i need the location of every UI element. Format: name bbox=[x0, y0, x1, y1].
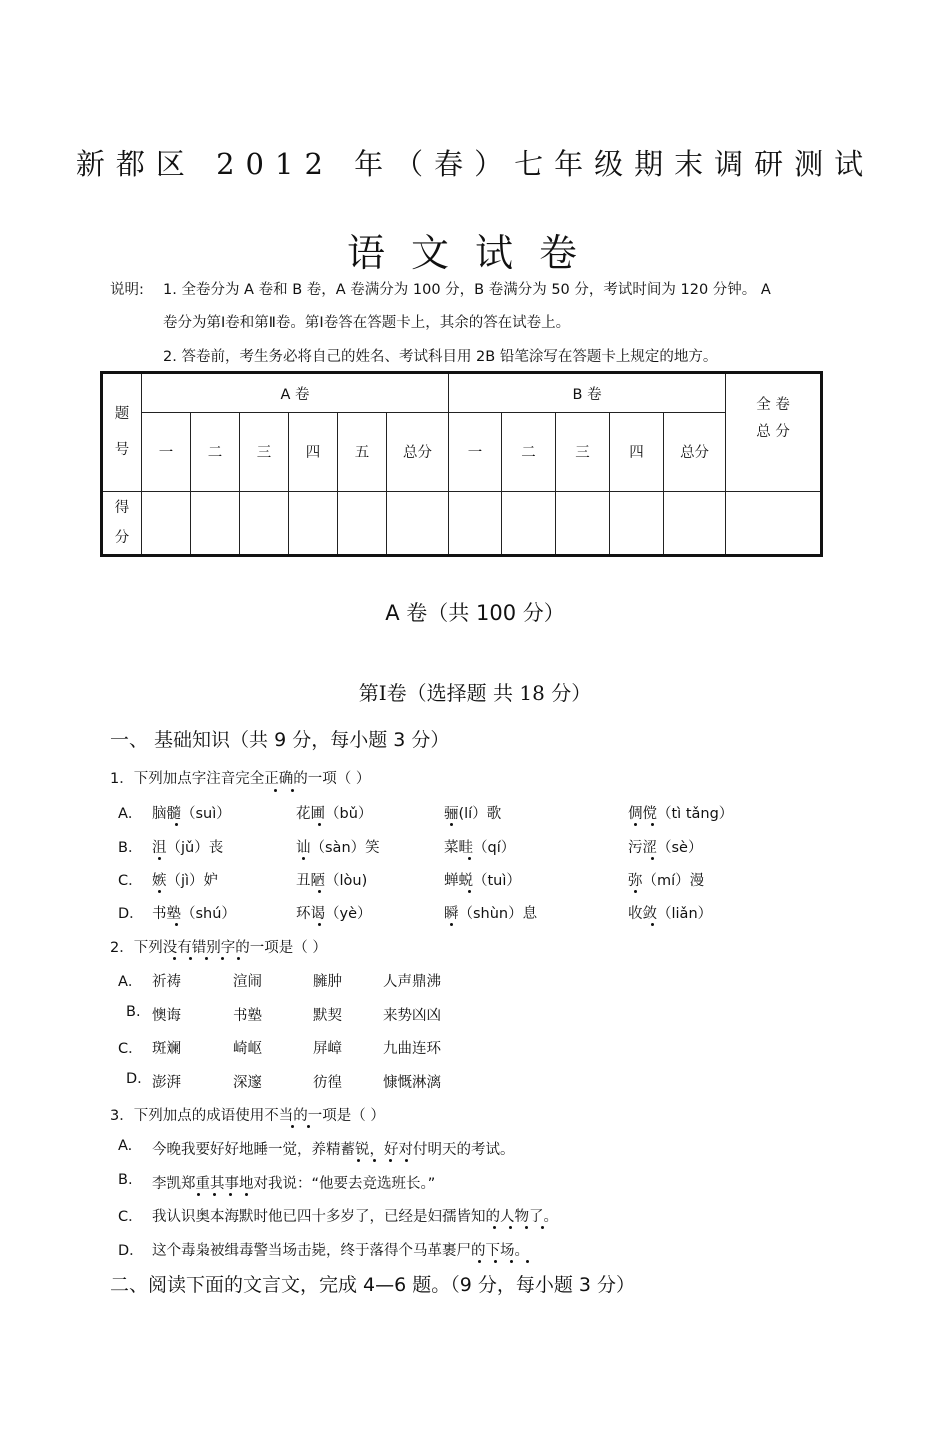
q2-option-b-item: 来势凶凶 bbox=[383, 1008, 441, 1024]
q2-option-c-label[interactable]: C． bbox=[118, 1041, 143, 1057]
total-header-line: 总 分 bbox=[756, 424, 790, 441]
q1-option-d-item: 环谒（yè） bbox=[296, 906, 372, 922]
exam-title: 新都区 2012 年（春）七年级期末调研测试 bbox=[75, 147, 875, 181]
emphasis-dot bbox=[318, 923, 321, 926]
q2-option-a-item: 祈祷 bbox=[152, 974, 181, 990]
score-cell[interactable] bbox=[142, 491, 191, 555]
emphasis-dot bbox=[205, 957, 208, 960]
q3-option-c-text: 我认识奥本海默时他已四十多岁了，已经是妇孺皆知的人物了。 bbox=[152, 1209, 558, 1225]
emphasis-dot bbox=[318, 823, 321, 826]
b-col-header: 一 bbox=[449, 413, 502, 491]
b-section-header: B 卷 bbox=[449, 373, 726, 413]
emphasis-dot bbox=[478, 1260, 481, 1263]
score-cell[interactable] bbox=[664, 491, 726, 555]
emphasis-dot bbox=[291, 789, 294, 792]
q2-option-c-item: 斑斓 bbox=[152, 1041, 181, 1057]
q1-option-d-item: 收敛（liǎn） bbox=[628, 906, 713, 922]
emphasis-dot bbox=[291, 1125, 294, 1128]
emphasis-dot bbox=[634, 823, 637, 826]
emphasis-dot bbox=[158, 890, 161, 893]
emphasis-dot bbox=[229, 1193, 232, 1196]
q1-option-d-item: 瞬（shùn）息 bbox=[444, 906, 538, 922]
q2-option-c-item: 九曲连环 bbox=[383, 1041, 441, 1057]
score-cell[interactable] bbox=[289, 491, 338, 555]
row-label-char: 号 bbox=[114, 442, 130, 459]
total-score-header bbox=[726, 373, 822, 492]
instructions-label: 说明: bbox=[110, 282, 144, 298]
emphasis-dot bbox=[197, 1193, 200, 1196]
row-label-char: 得 bbox=[114, 499, 130, 516]
q2-option-a-item: 人声鼎沸 bbox=[383, 974, 441, 990]
emphasis-dot bbox=[525, 1226, 528, 1229]
q1-option-c-item: 嫉（jì）妒 bbox=[152, 873, 219, 889]
exam-subtitle: 语文试卷 bbox=[346, 231, 603, 275]
q1-option-a-item: 骊(lí）歌 bbox=[444, 806, 502, 822]
emphasis-dot bbox=[274, 789, 277, 792]
score-table bbox=[100, 371, 823, 557]
emphasis-dot bbox=[493, 1226, 496, 1229]
emphasis-dot bbox=[389, 1159, 392, 1162]
q2-option-a-item: 渲闹 bbox=[233, 974, 262, 990]
emphasis-dot bbox=[450, 823, 453, 826]
q1-option-c-label[interactable]: C． bbox=[118, 873, 143, 889]
a-col-header: 二 bbox=[191, 413, 240, 491]
q2-option-a-label[interactable]: A． bbox=[118, 974, 143, 990]
emphasis-dot bbox=[494, 1260, 497, 1263]
score-cell[interactable] bbox=[387, 491, 449, 555]
q2-option-b-label[interactable]: B. bbox=[126, 1004, 141, 1020]
emphasis-dot bbox=[245, 1193, 248, 1196]
q1-option-c-item: 蝉蜕（tuì） bbox=[444, 873, 521, 889]
score-cell[interactable] bbox=[726, 491, 822, 555]
q1-option-a-item: 脑髓（suì） bbox=[152, 806, 231, 822]
emphasis-dot bbox=[237, 957, 240, 960]
score-cell[interactable] bbox=[240, 491, 289, 555]
emphasis-dot bbox=[509, 1226, 512, 1229]
q1-option-b-item: 讪（sàn）笑 bbox=[296, 840, 380, 856]
emphasis-dot bbox=[173, 957, 176, 960]
emphasis-dot bbox=[468, 890, 471, 893]
emphasis-dot bbox=[541, 1226, 544, 1229]
emphasis-dot bbox=[651, 823, 654, 826]
emphasis-dot bbox=[175, 823, 178, 826]
q2-option-d-label[interactable]: D. bbox=[126, 1071, 142, 1087]
q2-option-b-item: 默契 bbox=[313, 1008, 342, 1024]
emphasis-dot bbox=[213, 1193, 216, 1196]
a-col-header: 五 bbox=[338, 413, 387, 491]
q1-option-d-label[interactable]: D． bbox=[118, 906, 144, 922]
a-col-header: 四 bbox=[289, 413, 338, 491]
q1-option-c-item: 弥（mí）漫 bbox=[628, 873, 705, 889]
score-cell[interactable] bbox=[502, 491, 556, 555]
q2-option-d-item: 深邃 bbox=[233, 1075, 262, 1091]
q1-option-b-item: 菜畦（qí） bbox=[444, 840, 516, 856]
emphasis-dot bbox=[634, 890, 637, 893]
b-col-header: 四 bbox=[610, 413, 664, 491]
score-cell[interactable] bbox=[449, 491, 502, 555]
q1-option-b-label[interactable]: B． bbox=[118, 840, 143, 856]
instructions-line-3: 2. 答卷前，考生务必将自己的姓名、考试科目用 2B 铅笔涂写在答题卡上规定的地方。 bbox=[163, 349, 718, 365]
a-col-header: 三 bbox=[240, 413, 289, 491]
emphasis-dot bbox=[318, 890, 321, 893]
score-cell[interactable] bbox=[556, 491, 610, 555]
q2-option-d-item: 彷徨 bbox=[313, 1075, 342, 1091]
q3-option-a-text: 今晚我要好好地睡一觉，养精蓄锐，好对付明天的考试。 bbox=[152, 1142, 515, 1158]
q3-option-a-label[interactable]: A. bbox=[118, 1138, 133, 1154]
score-cell[interactable] bbox=[610, 491, 664, 555]
heading-basic-knowledge: 一、 基础知识（共 9 分，每小题 3 分） bbox=[110, 729, 450, 751]
emphasis-dot bbox=[510, 1260, 513, 1263]
question-1-stem: 1．下列加点字注音完全正确的一项（ ） bbox=[110, 771, 371, 787]
q2-option-d-item: 澎湃 bbox=[152, 1075, 181, 1091]
emphasis-dot bbox=[373, 1159, 376, 1162]
emphasis-dot bbox=[307, 1125, 310, 1128]
question-3-stem: 3．下列加点的成语使用不当的一项是（ ） bbox=[110, 1108, 385, 1124]
score-cell[interactable] bbox=[191, 491, 240, 555]
b-col-header: 总分 bbox=[664, 413, 726, 491]
instructions-line-1: 1. 全卷分为 A 卷和 B 卷，A 卷满分为 100 分，B 卷满分为 50 分，考试时间为 120 分钟。 A bbox=[163, 282, 771, 298]
a-col-header: 总分 bbox=[387, 413, 449, 491]
q3-option-b-label[interactable]: B. bbox=[118, 1172, 133, 1188]
section-a-title: A 卷（共 100 分） bbox=[385, 601, 565, 625]
q1-option-b-item: 污涩（sè） bbox=[628, 840, 703, 856]
part1-title: 第Ⅰ卷（选择题 共 18 分） bbox=[358, 681, 592, 705]
q2-option-c-item: 崎岖 bbox=[233, 1041, 262, 1057]
q1-option-b-item: 沮（jǔ）丧 bbox=[152, 840, 224, 856]
q3-option-d-text: 这个毒枭被缉毒警当场击毙，终于落得个马革裹尸的下场。 bbox=[152, 1243, 529, 1259]
question-2-stem: 2．下列没有错别字的一项是（ ） bbox=[110, 940, 327, 956]
q3-option-d-label[interactable]: D． bbox=[118, 1243, 144, 1259]
emphasis-dot bbox=[221, 957, 224, 960]
q2-option-b-item: 懊诲 bbox=[152, 1008, 181, 1024]
instructions-line-2: 卷分为第Ⅰ卷和第Ⅱ卷。第Ⅰ卷答在答题卡上，其余的答在试卷上。 bbox=[163, 315, 571, 331]
emphasis-dot bbox=[357, 1159, 360, 1162]
q3-option-c-label[interactable]: C． bbox=[118, 1209, 143, 1225]
q1-option-d-item: 书塾（shú） bbox=[152, 906, 236, 922]
q2-option-c-item: 屏嶂 bbox=[313, 1041, 342, 1057]
score-cell[interactable] bbox=[338, 491, 387, 555]
q1-option-a-label[interactable]: A． bbox=[118, 806, 143, 822]
q1-option-a-item: 花圃（bǔ） bbox=[296, 806, 373, 822]
emphasis-dot bbox=[651, 923, 654, 926]
emphasis-dot bbox=[158, 857, 161, 860]
q2-option-a-item: 臃肿 bbox=[313, 974, 342, 990]
heading-classical-reading: 二、阅读下面的文言文，完成 4—6 题。（9 分，每小题 3 分） bbox=[110, 1274, 636, 1296]
emphasis-dot bbox=[189, 957, 192, 960]
row-label-question-number bbox=[102, 373, 142, 492]
total-header-line: 全 卷 bbox=[756, 397, 790, 414]
row-label-char: 分 bbox=[114, 529, 130, 546]
b-col-header: 三 bbox=[556, 413, 610, 491]
emphasis-dot bbox=[468, 857, 471, 860]
row-label-char: 题 bbox=[114, 406, 130, 423]
q2-option-b-item: 书塾 bbox=[233, 1008, 262, 1024]
a-section-header: A 卷 bbox=[142, 373, 449, 413]
q3-option-b-text: 李凯郑重其事地对我说：“他要去竞选班长。” bbox=[152, 1176, 436, 1192]
emphasis-dot bbox=[651, 857, 654, 860]
row-label-score bbox=[102, 491, 142, 555]
emphasis-dot bbox=[526, 1260, 529, 1263]
emphasis-dot bbox=[450, 923, 453, 926]
b-col-header: 二 bbox=[502, 413, 556, 491]
q1-option-a-item: 倜傥（tì tǎng） bbox=[628, 806, 734, 822]
a-col-header: 一 bbox=[142, 413, 191, 491]
q2-option-d-item: 慷慨淋漓 bbox=[383, 1075, 441, 1091]
q1-option-c-item: 丑陋（lòu) bbox=[296, 873, 368, 889]
emphasis-dot bbox=[302, 857, 305, 860]
emphasis-dot bbox=[175, 923, 178, 926]
emphasis-dot bbox=[405, 1159, 408, 1162]
